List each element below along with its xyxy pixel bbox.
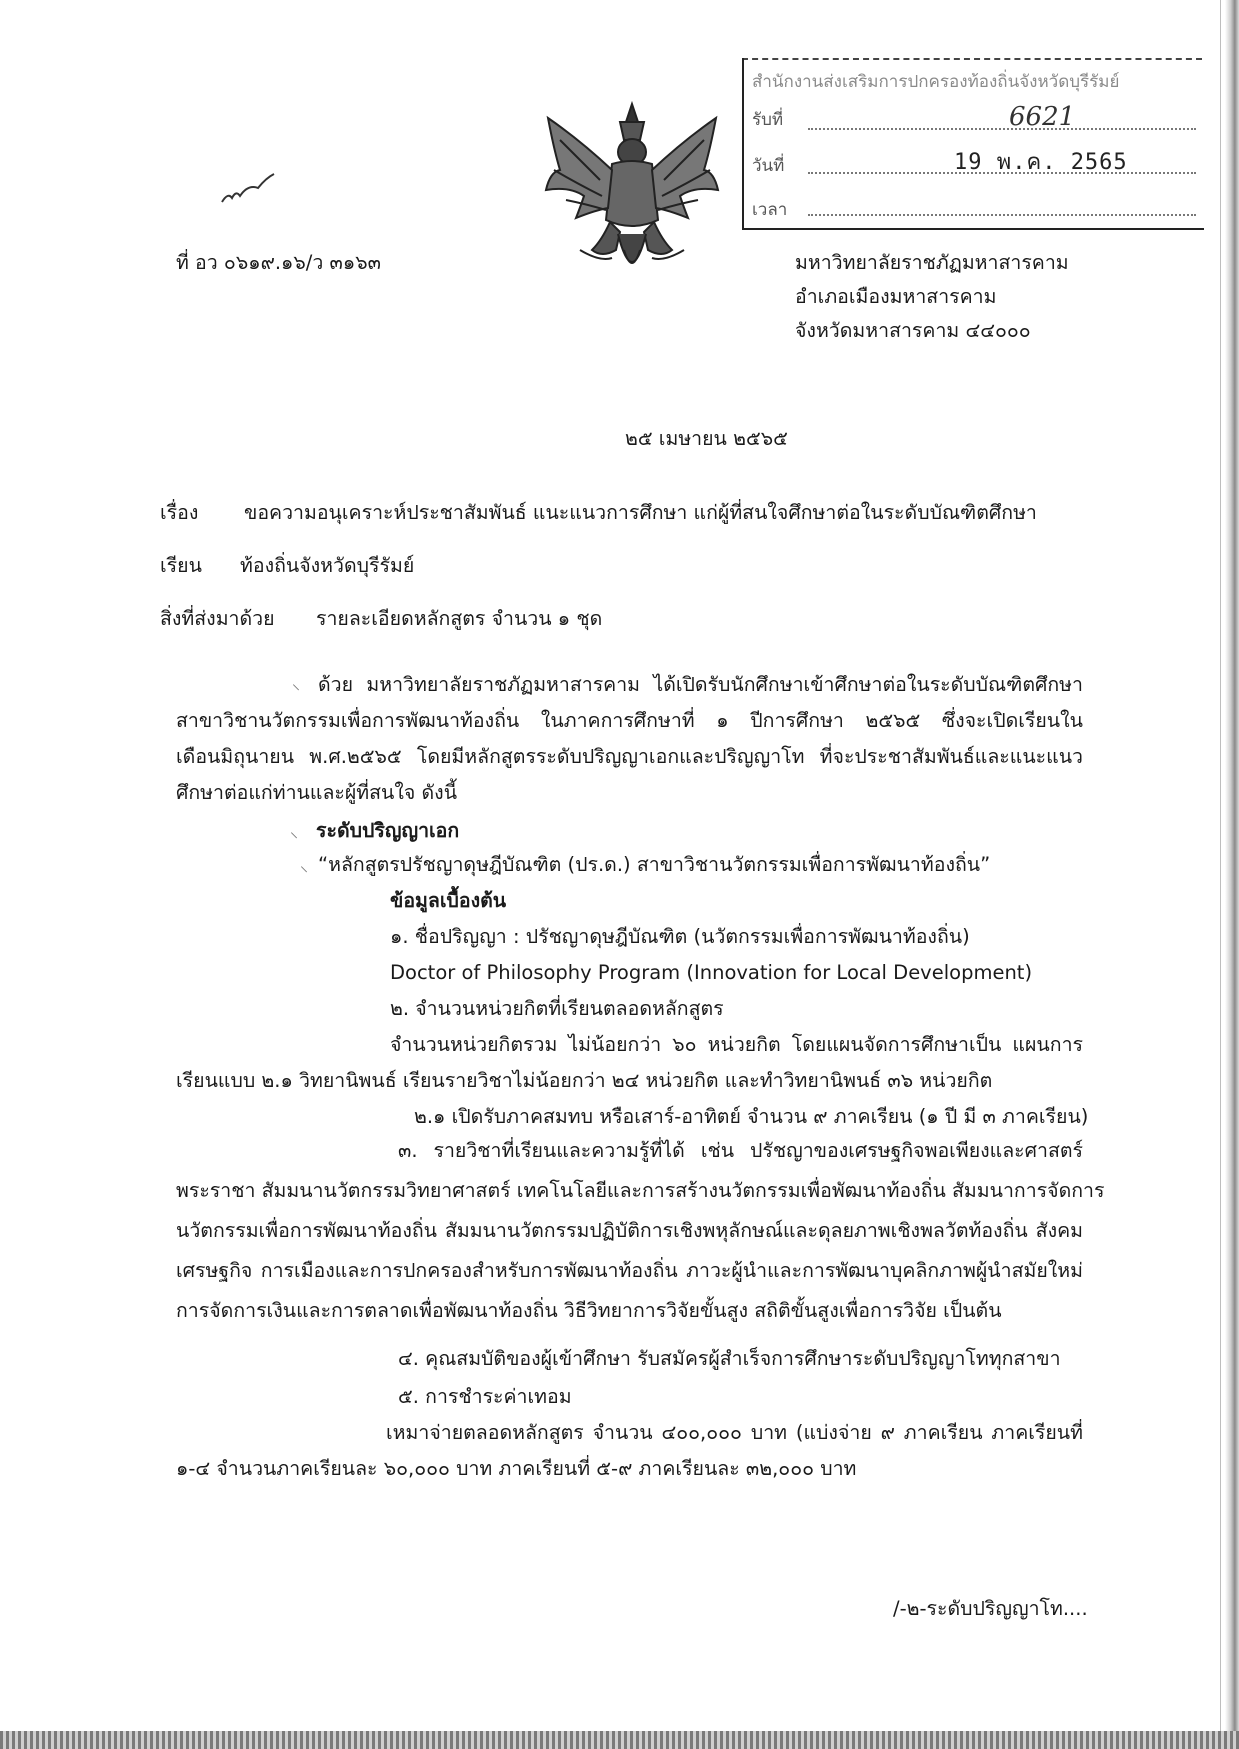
garuda-emblem-icon <box>540 100 725 290</box>
to-text: ท้องถิ่นจังหวัดบุรีรัมย์ <box>240 554 415 577</box>
stamp-time-label: เวลา <box>752 200 788 220</box>
body-p1-line1: ด้วย มหาวิทยาลัยราชภัฏมหาสารคาม ได้เปิดรับนักศึกษาเข้าศึกษาต่อในระดับบัณฑิตศึกษา <box>318 673 1083 696</box>
body-p1-line3: เดือนมิถุนายน พ.ศ.๒๕๖๕ โดยมีหลักสูตรระดับปริญญาเอกและปริญญาโท ที่จะประชาสัมพันธ์และแนะแนว <box>176 745 1083 768</box>
stamp-header: สำนักงานส่งเสริมการปกครองท้องถิ่นจังหวัดบุรีรัมย์ <box>752 72 1120 92</box>
item-3-line1: ๓. รายวิชาที่เรียนและความรู้ที่ได้ เช่น ปรัชญาของเศรษฐกิจพอเพียงและศาสตร์ <box>398 1139 1083 1162</box>
item-3-line5: การจัดการเงินและการตลาดเพื่อพัฒนาท้องถิ่น วิธีวิทยาการวิจัยขั้นสูง สถิติขั้นสูงเพื่อการวิจัย เป็นต้น <box>176 1299 1002 1322</box>
letter-date: ๒๕ เมษายน ๒๕๖๕ <box>625 427 788 450</box>
item-4: ๔. คุณสมบัติของผู้เข้าศึกษา รับสมัครผู้สำเร็จการศึกษาระดับปริญญาโททุกสาขา <box>398 1347 1061 1370</box>
stamp-date: 19 พ.ค. 2565 <box>954 150 1128 175</box>
item-5-line2: ๑-๔ จำนวนภาคเรียนละ ๖๐,๐๐๐ บาท ภาคเรียนที่ ๕-๙ ภาคเรียนละ ๓๒,๐๐๐ บาท <box>176 1457 857 1480</box>
item-3-line3: นวัตกรรมเพื่อการพัฒนาท้องถิ่น สัมมนานวัตกรรมปฏิบัติการเชิงพหุลักษณ์และดุลยภาพเชิงพลวัตท้องถิ่น สังคม <box>176 1219 1083 1242</box>
reference-number: ที่ อว ๐๖๑๙.๑๖/ว ๓๑๖๓ <box>176 251 381 274</box>
body-p1-line2: สาขาวิชานวัตกรรมเพื่อการพัฒนาท้องถิ่น ในภาคการศึกษาที่ ๑ ปีการศึกษา ๒๕๖๕ ซึ่งจะเปิดเรียนใน <box>176 709 1083 732</box>
item-3-line4: เศรษฐกิจ การเมืองและการปกครองสำหรับการพัฒนาท้องถิ่น ภาวะผู้นำและการพัฒนาบุคลิกภาพผู้นำสมัยใหม่ <box>176 1259 1083 1282</box>
item-5: ๕. การชำระค่าเทอม <box>398 1385 572 1408</box>
item-1-english: Doctor of Philosophy Program (Innovation for Local Development) <box>390 961 1033 984</box>
body-p1-line4: ศึกษาต่อแก่ท่านและผู้ที่สนใจ ดังนี้ <box>176 781 458 804</box>
item-3-line2: พระราชา สัมมนานวัตกรรมวิทยาศาสตร์ เทคโนโลยีและการสร้างนวัตกรรมเพื่อพัฒนาท้องถิ่น สัมมนาการจัดการ <box>176 1179 1105 1202</box>
handwritten-initial <box>218 168 278 208</box>
stamp-date-label: วันที่ <box>752 156 785 176</box>
item-2: ๒. จำนวนหน่วยกิตที่เรียนตลอดหลักสูตร <box>390 997 724 1020</box>
enclosure-label: สิ่งที่ส่งมาด้วย <box>160 607 275 630</box>
receiving-stamp <box>742 58 1204 230</box>
continuation-note: /-๒-ระดับปริญญาโท.... <box>893 1597 1088 1620</box>
item-2-line1: จำนวนหน่วยกิตรวม ไม่น้อยกว่า ๖๐ หน่วยกิต โดยแผนจัดการศึกษาเป็น แผนการ <box>390 1033 1083 1056</box>
subject-text: ขอความอนุเคราะห์ประชาสัมพันธ์ แนะแนวการศึกษา แก่ผู้ที่สนใจศึกษาต่อในระดับบัณฑิตศึกษา <box>244 501 1037 524</box>
enclosure-text: รายละเอียดหลักสูตร จำนวน ๑ ชุด <box>316 607 603 630</box>
item-2-1: ๒.๑ เปิดรับภาคสมทบ หรือเสาร์-อาทิตย์ จำนวน ๙ ภาคเรียน (๑ ปี มี ๓ ภาคเรียน) <box>414 1105 1089 1128</box>
sender-line-1: มหาวิทยาลัยราชภัฏมหาสารคาม <box>795 251 1069 274</box>
stamp-received-no: 6621 <box>1009 102 1076 132</box>
level-heading: ระดับปริญญาเอก <box>316 819 460 842</box>
stamp-received-no-label: รับที่ <box>752 110 784 130</box>
subject-label: เรื่อง <box>160 501 199 524</box>
basic-info-heading: ข้อมูลเบื้องต้น <box>390 889 507 912</box>
item-2-line2: เรียนแบบ ๒.๑ วิทยานิพนธ์ เรียนรายวิชาไม่น้อยกว่า ๒๔ หน่วยกิต และทำวิทยานิพนธ์ ๓๖ หน่วยกิต <box>176 1069 993 1092</box>
sender-line-2: อำเภอเมืองมหาสารคาม <box>795 285 997 308</box>
to-label: เรียน <box>160 554 202 577</box>
program-title: “หลักสูตรปรัชญาดุษฎีบัณฑิต (ปร.ด.) สาขาวิชานวัตกรรมเพื่อการพัฒนาท้องถิ่น” <box>318 853 991 876</box>
sender-line-3: จังหวัดมหาสารคาม ๔๔๐๐๐ <box>795 319 1031 342</box>
item-1: ๑. ชื่อปริญญา : ปรัชญาดุษฎีบัณฑิต (นวัตกรรมเพื่อการพัฒนาท้องถิ่น) <box>390 925 970 948</box>
item-5-line1: เหมาจ่ายตลอดหลักสูตร จำนวน ๔๐๐,๐๐๐ บาท (แบ่งจ่าย ๙ ภาคเรียน ภาคเรียนที่ <box>386 1421 1083 1444</box>
